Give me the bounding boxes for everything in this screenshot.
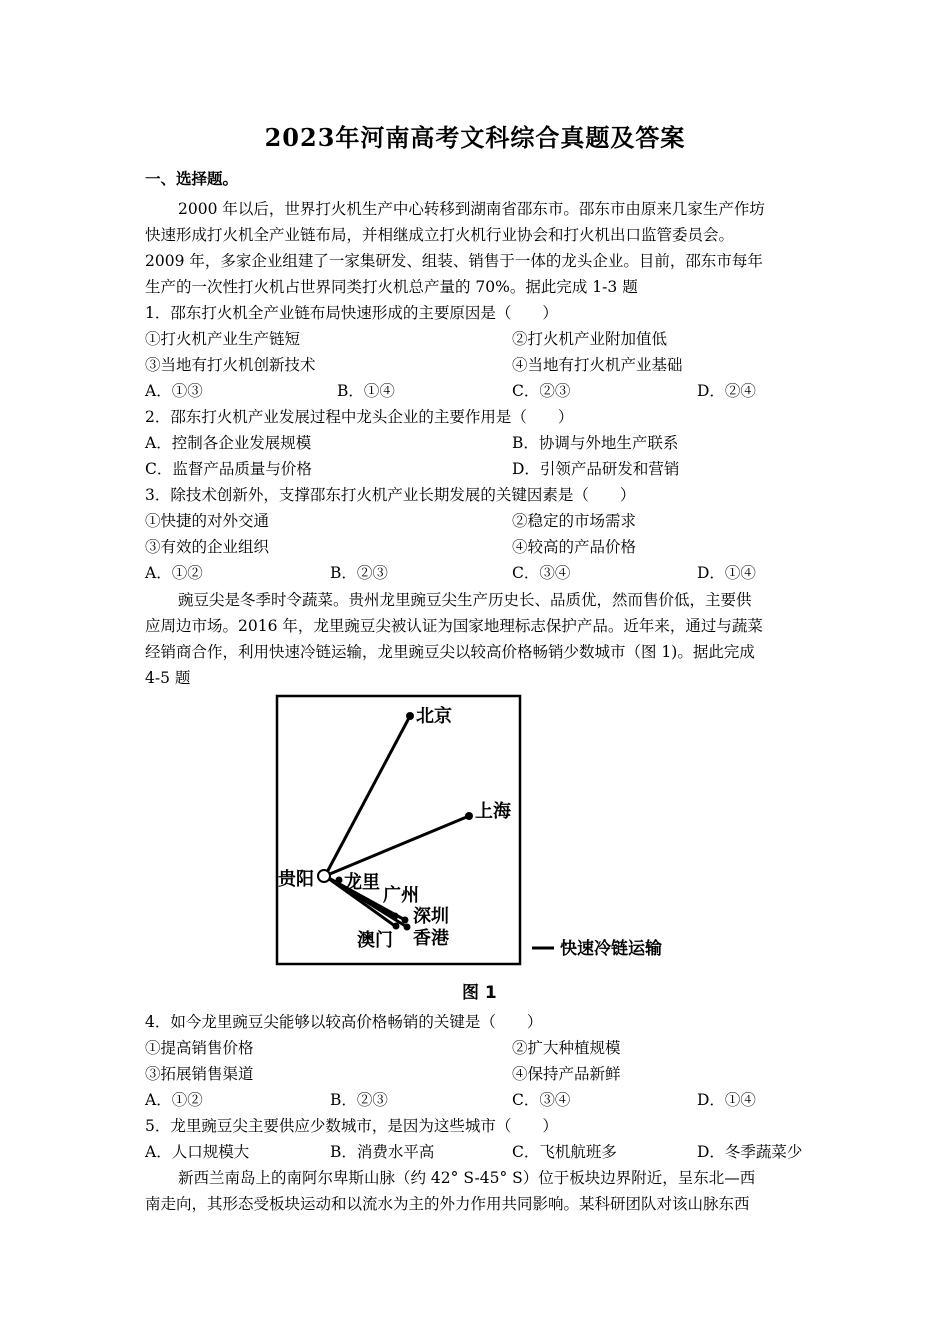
choice-c[interactable]: C．②③ bbox=[512, 382, 571, 400]
legend-label: 快速冷链运输 bbox=[560, 939, 662, 959]
label-longli: 龙里 bbox=[344, 872, 380, 893]
choice-d[interactable]: D．冬季蔬菜少 bbox=[697, 1143, 803, 1161]
statement-option: ④较高的产品价格 bbox=[512, 538, 637, 556]
choice-d[interactable]: D．①④ bbox=[697, 1091, 756, 1109]
label-guangzhou: 广州 bbox=[383, 885, 419, 906]
statement-option: ①快捷的对外交通 bbox=[145, 512, 270, 530]
question-stem: 5．龙里豌豆尖主要供应少数城市，是因为这些城市（ ） bbox=[145, 1117, 558, 1135]
choice-a[interactable]: A．①② bbox=[145, 564, 203, 582]
choice-c[interactable]: C．飞机航班多 bbox=[512, 1143, 617, 1161]
choice-a[interactable]: A．①③ bbox=[145, 382, 203, 400]
statement-option: ②稳定的市场需求 bbox=[512, 512, 637, 530]
choice-c[interactable]: C．监督产品质量与价格 bbox=[145, 460, 312, 478]
statement-option: ①打火机产业生产链短 bbox=[145, 330, 301, 348]
choice-d[interactable]: D．①④ bbox=[697, 564, 756, 582]
statement-option: ③当地有打火机创新技术 bbox=[145, 356, 316, 374]
question-stem: 4．如今龙里豌豆尖能够以较高价格畅销的关键是（ ） bbox=[145, 1013, 543, 1031]
label-shenzhen: 深圳 bbox=[413, 906, 449, 927]
city-dot-hongkong bbox=[404, 924, 411, 931]
choice-a[interactable]: A．人口规模大 bbox=[145, 1143, 250, 1161]
passage-line: 经销商合作，利用快速冷链运输，龙里豌豆尖以较高价格畅销少数城市（图 1)。据此完成 bbox=[145, 643, 755, 661]
city-dot-shanghai bbox=[465, 812, 473, 820]
label-macau: 澳门 bbox=[357, 930, 393, 951]
passage-line: 新西兰南岛上的南阿尔卑斯山脉（约 42° S-45° S）位于板块边界附近，呈东北—西 bbox=[178, 1169, 756, 1187]
choice-d[interactable]: D．②④ bbox=[697, 382, 756, 400]
section-heading: 一、选择题。 bbox=[145, 169, 239, 188]
city-dot-guangzhou bbox=[392, 913, 399, 920]
city-dot-longli bbox=[336, 877, 343, 884]
choice-b[interactable]: B．②③ bbox=[330, 564, 388, 582]
passage-line: 2000 年以后，世界打火机生产中心转移到湖南省邵东市。邵东市由原来几家生产作坊 bbox=[178, 200, 765, 218]
statement-option: ②扩大种植规模 bbox=[512, 1039, 621, 1057]
statement-option: ②打火机产业附加值低 bbox=[512, 330, 668, 348]
passage-line: 生产的一次性打火机占世界同类打火机总产量的 70%。据此完成 1-3 题 bbox=[145, 278, 638, 296]
page-title: 2023年河南高考文科综合真题及答案 bbox=[264, 123, 686, 152]
statement-option: ③拓展销售渠道 bbox=[145, 1065, 254, 1083]
statement-option: ④保持产品新鲜 bbox=[512, 1065, 621, 1083]
passage-line: 快速形成打火机全产业链布局，并相继成立打火机行业协会和打火机出口监管委员会。 bbox=[145, 226, 735, 244]
figure-1-map bbox=[270, 690, 690, 1010]
passage-line: 应周边市场。2016 年，龙里豌豆尖被认证为国家地理标志保护产品。近年来，通过与蔬菜 bbox=[145, 617, 763, 635]
label-shanghai: 上海 bbox=[475, 801, 511, 822]
choice-b[interactable]: B．②③ bbox=[330, 1091, 388, 1109]
label-beijing: 北京 bbox=[416, 706, 452, 727]
figure-caption: 图 1 bbox=[462, 983, 497, 1003]
choice-b[interactable]: B．协调与外地生产联系 bbox=[512, 434, 679, 452]
label-hongkong: 香港 bbox=[413, 928, 449, 949]
choice-b[interactable]: B．①④ bbox=[337, 382, 395, 400]
statement-option: ③有效的企业组织 bbox=[145, 538, 270, 556]
route-beijing bbox=[325, 716, 410, 876]
choice-d[interactable]: D．引领产品研发和营销 bbox=[512, 460, 680, 478]
city-dot-beijing bbox=[406, 712, 414, 720]
passage-line: 南走向，其形态受板块运动和以流水为主的外力作用共同影响。某科研团队对该山脉东西 bbox=[145, 1195, 750, 1213]
choice-a[interactable]: A．控制各企业发展规模 bbox=[145, 434, 312, 452]
passage-line: 4-5 题 bbox=[145, 669, 191, 687]
passage-line: 2009 年，多家企业组建了一家集研发、组装、销售于一体的龙头企业。目前，邵东市每年 bbox=[145, 252, 763, 270]
choice-a[interactable]: A．①② bbox=[145, 1091, 203, 1109]
question-stem: 3．除技术创新外，支撑邵东打火机产业长期发展的关键因素是（ ） bbox=[145, 486, 636, 504]
origin-circle-guiyang bbox=[318, 870, 330, 882]
statement-option: ④当地有打火机产业基础 bbox=[512, 356, 683, 374]
question-stem: 2．邵东打火机产业发展过程中龙头企业的主要作用是（ ） bbox=[145, 408, 574, 426]
choice-b[interactable]: B．消费水平高 bbox=[330, 1143, 435, 1161]
label-guiyang: 贵阳 bbox=[278, 869, 314, 890]
city-dot-macau bbox=[393, 923, 400, 930]
question-stem: 1．邵东打火机全产业链布局快速形成的主要原因是（ ） bbox=[145, 304, 558, 322]
choice-c[interactable]: C．③④ bbox=[512, 1091, 571, 1109]
choice-c[interactable]: C．③④ bbox=[512, 564, 571, 582]
route-shanghai bbox=[325, 816, 469, 876]
city-dot-shenzhen bbox=[402, 917, 409, 924]
passage-line: 豌豆尖是冬季时令蔬菜。贵州龙里豌豆尖生产历史长、品质优，然而售价低，主要供 bbox=[178, 591, 752, 609]
statement-option: ①提高销售价格 bbox=[145, 1039, 254, 1057]
